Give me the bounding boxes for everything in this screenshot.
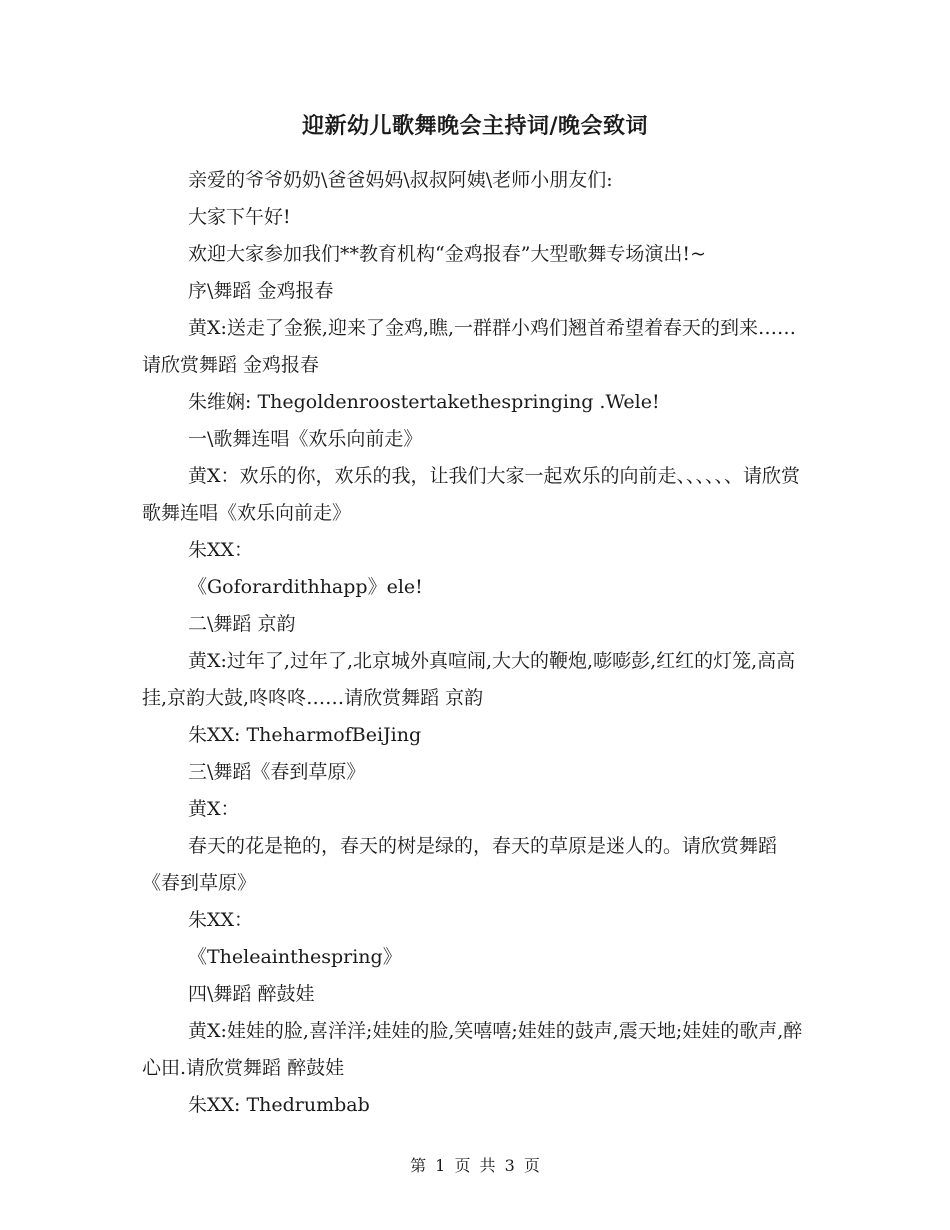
paragraph: 朱XX： bbox=[188, 539, 254, 561]
paragraph: 黄X：欢乐的你，欢乐的我，让我们大家一起欢乐的向前走、、、、、、请欣赏歌舞连唱《欢乐向前走》 bbox=[142, 465, 801, 524]
paragraph: 朱XX: Thedrumbab bbox=[188, 1094, 370, 1116]
paragraph: 黄X:送走了金猴,迎来了金鸡,瞧,一群群小鸡们翘首希望着春天的到来……请欣赏舞蹈 金鸡报春 bbox=[142, 317, 797, 376]
paragraph: 一\歌舞连唱《欢乐向前走》 bbox=[188, 428, 423, 450]
paragraph: 序\舞蹈 金鸡报春 bbox=[188, 280, 334, 302]
paragraph: 黄X:娃娃的脸,喜洋洋;娃娃的脸,笑嘻嘻;娃娃的鼓声,震天地;娃娃的歌声,醉心田.请欣赏舞蹈 醉鼓娃 bbox=[142, 1020, 803, 1079]
paragraph: 黄X： bbox=[188, 798, 240, 820]
paragraph: 春天的花是艳的，春天的树是绿的，春天的草原是迷人的。请欣赏舞蹈《春到草原》 bbox=[142, 835, 778, 894]
paragraph: 二\舞蹈 京韵 bbox=[188, 613, 296, 635]
paragraph: 朱XX： bbox=[188, 909, 254, 931]
document-title: 迎新幼儿歌舞晚会主持词/晚会致词 bbox=[301, 113, 649, 139]
paragraph: 亲爱的爷爷奶奶\爸爸妈妈\叔叔阿姨\老师小朋友们: bbox=[188, 169, 613, 191]
paragraph: 朱维娴: Thegoldenroostertakethespringing .Wele! bbox=[188, 391, 660, 413]
paragraph: 《Theleainthespring》 bbox=[188, 946, 402, 968]
paragraph: 《Goforardithhapp》ele! bbox=[188, 576, 423, 598]
paragraph: 朱XX: TheharmofBeiJing bbox=[188, 724, 422, 746]
paragraph: 四\舞蹈 醉鼓娃 bbox=[188, 983, 315, 1005]
paragraph: 三\舞蹈《春到草原》 bbox=[188, 761, 366, 783]
paragraph: 黄X:过年了,过年了,北京城外真喧闹,大大的鞭炮,嘭嘭彭,红红的灯笼,高高挂,京韵大鼓,咚咚咚……请欣赏舞蹈 京韵 bbox=[142, 650, 796, 709]
document-body bbox=[142, 162, 812, 1124]
page-footer: 第 1 页 共 3 页 bbox=[410, 1156, 540, 1175]
paragraph: 欢迎大家参加我们**教育机构“金鸡报春”大型歌舞专场演出!~ bbox=[188, 243, 706, 265]
paragraph: 大家下午好! bbox=[188, 206, 291, 228]
